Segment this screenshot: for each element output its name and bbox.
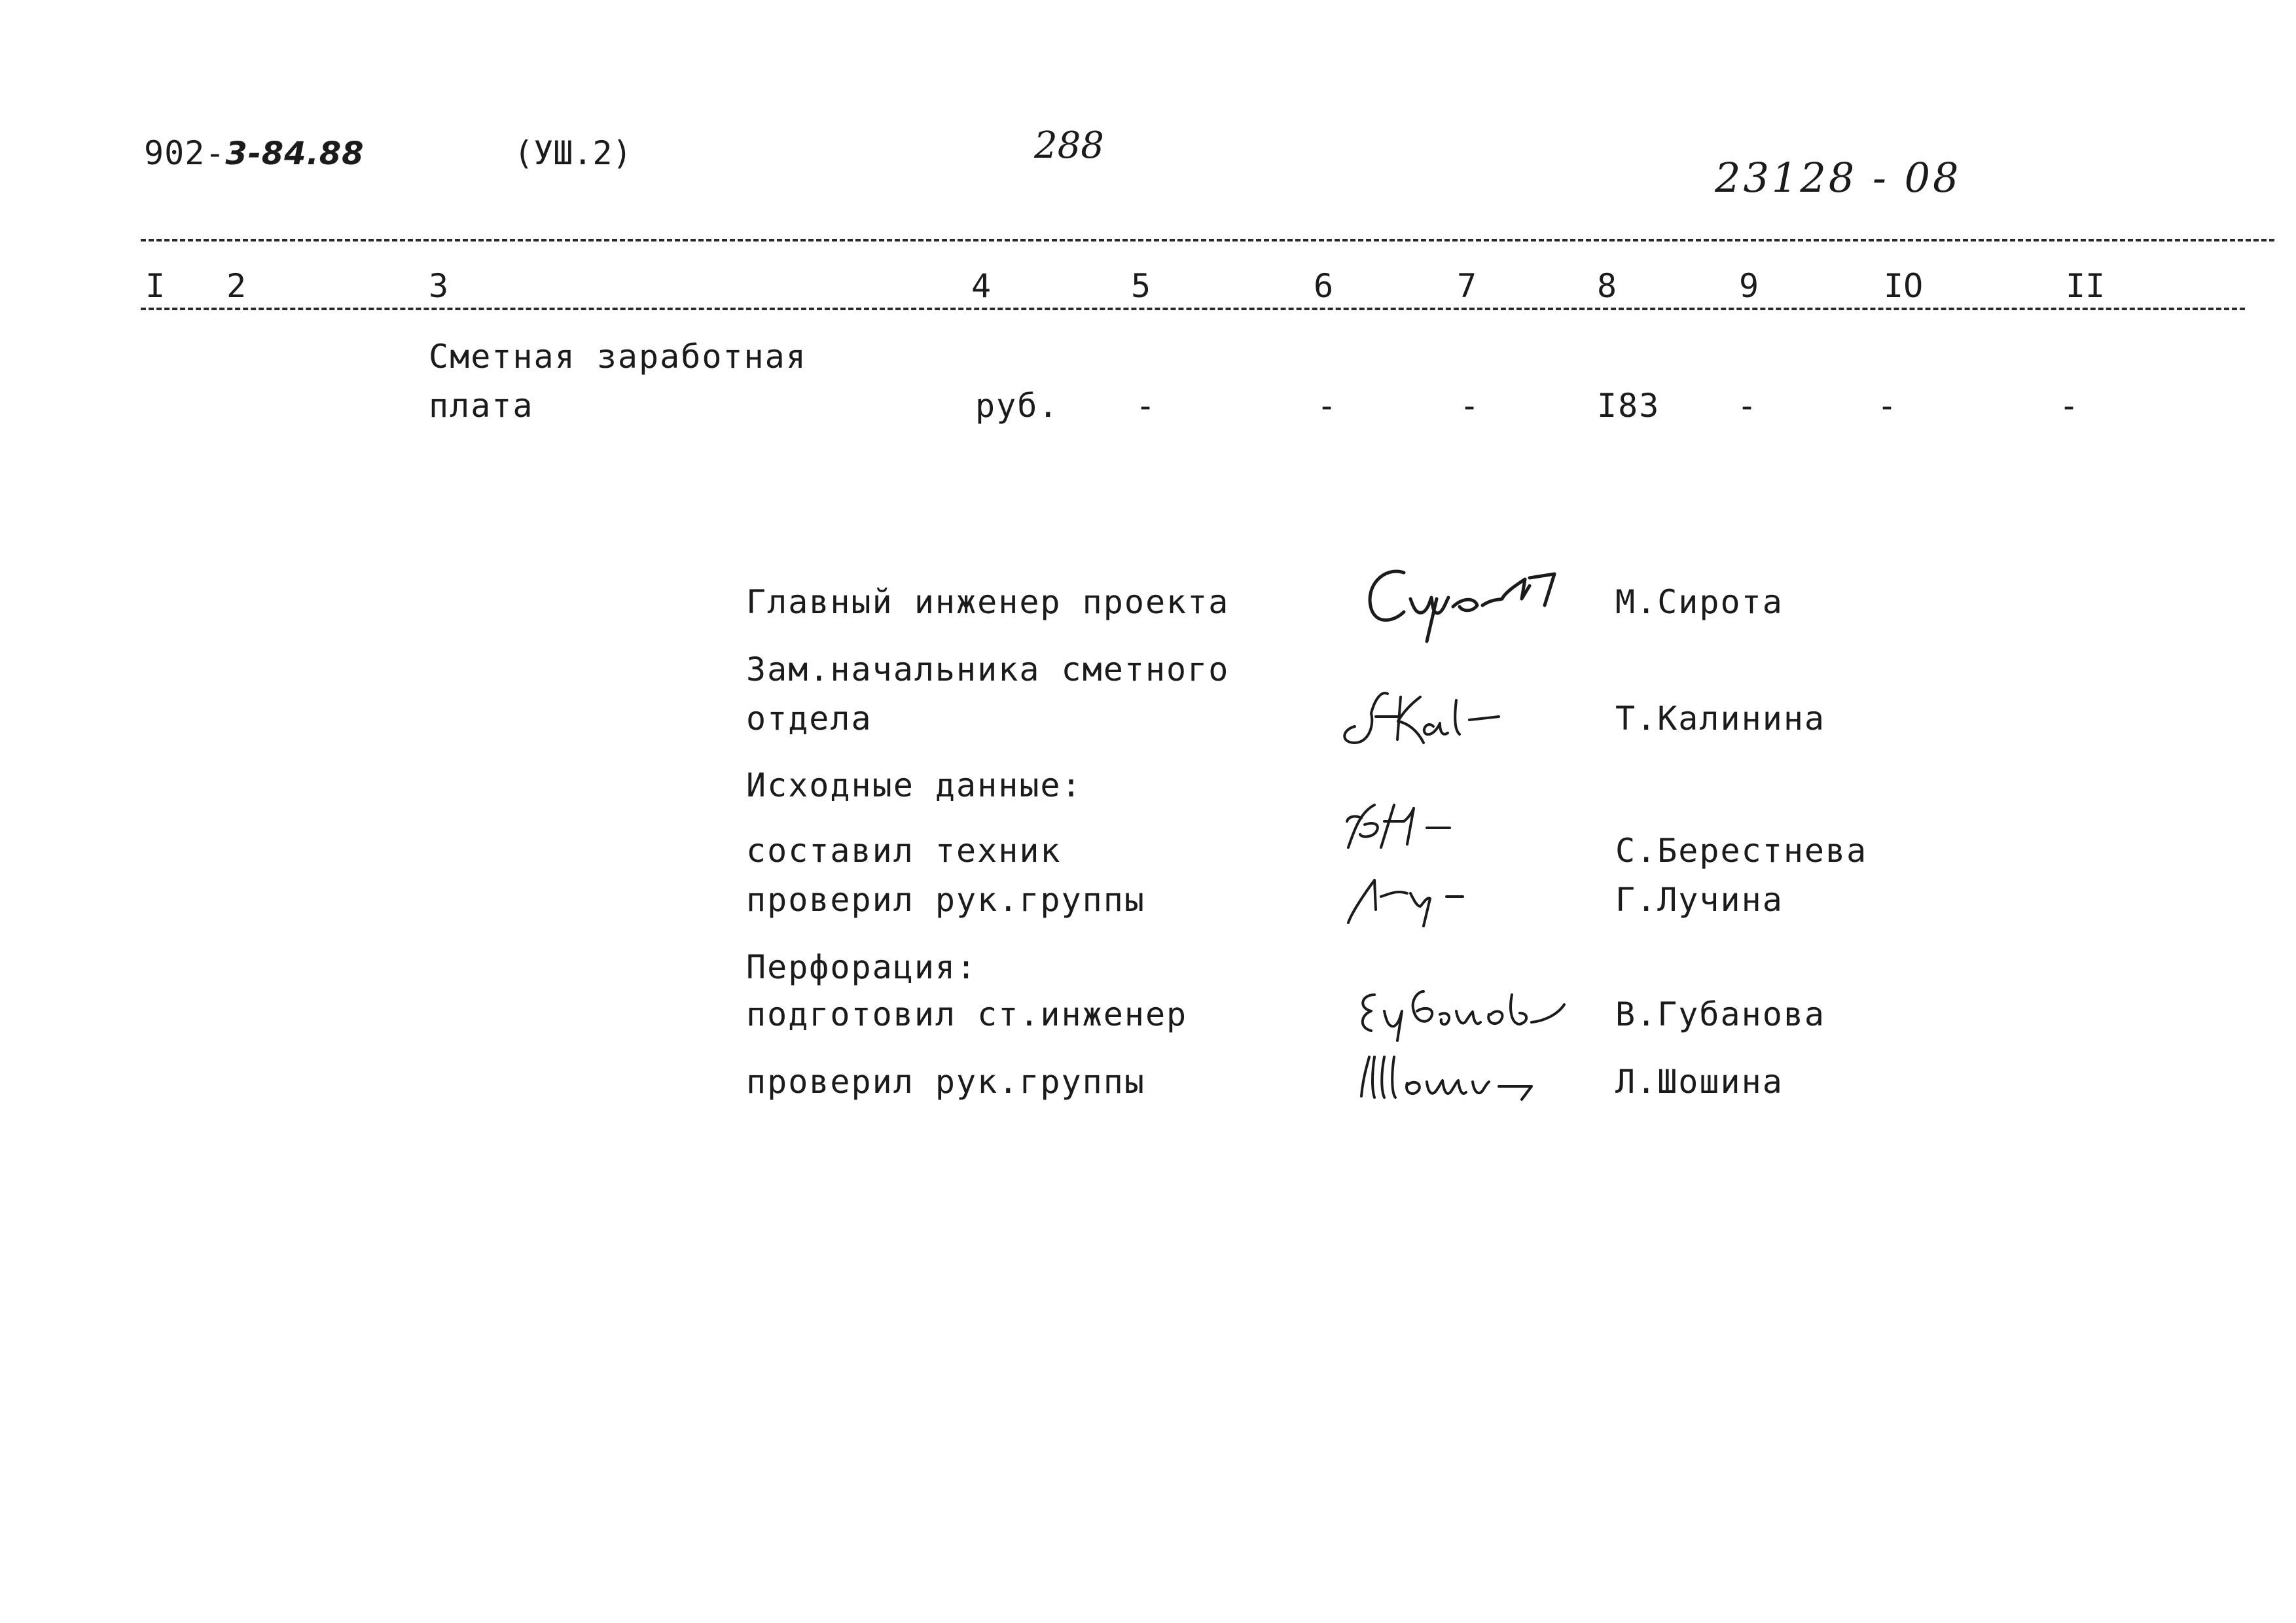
row-name-line1: Сметная заработная bbox=[429, 338, 807, 376]
role-deputy-line1: Зам.начальника сметного bbox=[746, 651, 1230, 688]
name-checked-2: Л.Шошина bbox=[1615, 1063, 1784, 1101]
role-compiled-technician: составил техник bbox=[746, 832, 1062, 870]
signature-checked-1 bbox=[1335, 861, 1505, 933]
album-number: (УШ.2) bbox=[514, 134, 632, 172]
inventory-stamp: 23128 - 08 bbox=[1715, 154, 1962, 202]
column-number-5: 5 bbox=[1131, 267, 1151, 305]
row-col9: - bbox=[1737, 387, 1759, 425]
name-compiled: С.Берестнева bbox=[1615, 832, 1868, 870]
document-code-suffix: 3-84.88 bbox=[225, 135, 365, 172]
column-number-9: 9 bbox=[1739, 267, 1759, 305]
name-chief-engineer: М.Сирота bbox=[1615, 583, 1784, 621]
signature-checked-2 bbox=[1348, 1044, 1584, 1109]
role-checked-group-lead-1: проверил рук.группы bbox=[746, 881, 1145, 919]
dashed-rule-bottom bbox=[141, 308, 2245, 310]
page-number: 288 bbox=[1034, 124, 1104, 167]
heading-source-data: Исходные данные: bbox=[746, 766, 1083, 804]
heading-perforation: Перфорация: bbox=[746, 948, 978, 986]
signature-chief-engineer bbox=[1358, 560, 1581, 651]
row-col11: - bbox=[2059, 387, 2081, 425]
document-code bbox=[144, 134, 365, 172]
role-deputy-line2: отдела bbox=[746, 700, 872, 738]
row-col5: - bbox=[1136, 387, 1157, 425]
row-col10: - bbox=[1877, 387, 1899, 425]
name-prepared: В.Губанова bbox=[1615, 995, 1826, 1033]
column-number-3: 3 bbox=[429, 267, 449, 305]
column-number-1: I bbox=[145, 267, 166, 305]
column-number-6: 6 bbox=[1314, 267, 1334, 305]
column-number-11: II bbox=[2066, 267, 2106, 305]
dashed-rule-top bbox=[141, 239, 2274, 241]
name-deputy: Т.Калинина bbox=[1615, 700, 1826, 738]
signature-prepared bbox=[1348, 975, 1597, 1047]
name-checked-1: Г.Лучина bbox=[1615, 881, 1784, 919]
row-name-line2: плата bbox=[429, 387, 534, 425]
row-col7: - bbox=[1460, 387, 1481, 425]
row-col8: I83 bbox=[1597, 387, 1660, 425]
column-number-7: 7 bbox=[1457, 267, 1477, 305]
column-number-4: 4 bbox=[971, 267, 992, 305]
column-number-2: 2 bbox=[226, 267, 247, 305]
column-number-10: IO bbox=[1884, 267, 1924, 305]
signature-deputy bbox=[1335, 681, 1545, 753]
row-col6: - bbox=[1317, 387, 1338, 425]
signature-compiled bbox=[1335, 792, 1492, 857]
document-code-prefix: 902- bbox=[144, 134, 226, 172]
column-number-8: 8 bbox=[1597, 267, 1617, 305]
role-prepared-senior-engineer: подготовил ст.инженер bbox=[746, 995, 1188, 1033]
role-checked-group-lead-2: проверил рук.группы bbox=[746, 1063, 1145, 1101]
row-unit: руб. bbox=[975, 387, 1060, 425]
role-chief-engineer: Главный инженер проекта bbox=[746, 583, 1230, 621]
